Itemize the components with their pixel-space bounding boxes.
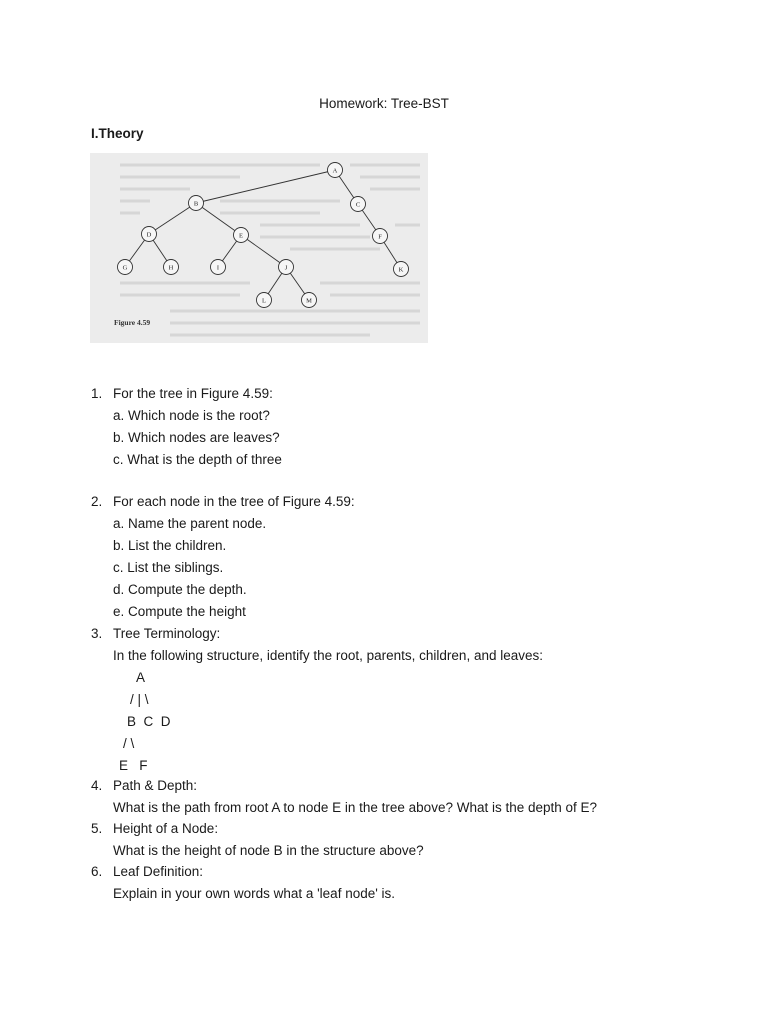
question-1 <box>91 383 282 471</box>
question-subitem: a. Name the parent node. <box>113 516 267 531</box>
tree-node-label: K <box>398 266 404 274</box>
tree-node-label: A <box>332 167 338 175</box>
figure-4-59 <box>90 153 428 343</box>
question-text: What is the path from root A to node E in the tree above? What is the depth of E? <box>113 800 598 815</box>
question-text: Height of a Node: <box>113 821 219 836</box>
question-text: What is the height of node B in the structure above? <box>113 843 424 858</box>
question-text: For the tree in Figure 4.59: <box>113 386 273 401</box>
tree-node-label: M <box>306 297 312 305</box>
question-number: 6. <box>91 864 103 879</box>
ascii-tree-line: / \ <box>123 736 135 751</box>
ascii-tree-line: / | \ <box>130 692 149 707</box>
tree-node-label: C <box>355 201 361 209</box>
question-text: Explain in your own words what a 'leaf node' is. <box>113 886 396 901</box>
question-subitem: a. Which node is the root? <box>113 408 270 423</box>
question-subitem: b. List the children. <box>113 538 227 553</box>
section-heading: I.Theory <box>91 126 144 141</box>
question-3 <box>91 623 543 667</box>
tree-node-label: I <box>216 264 220 272</box>
tree-node-label: F <box>378 233 382 241</box>
question-6 <box>91 861 395 905</box>
question-number: 3. <box>91 626 103 641</box>
tree-nodes <box>118 163 409 308</box>
question-text: Path & Depth: <box>113 778 198 793</box>
question-subitem: e. Compute the height <box>113 604 246 619</box>
figure-caption: Figure 4.59 <box>114 318 151 327</box>
question-text: Tree Terminology: <box>113 626 221 641</box>
question-number: 2. <box>91 494 103 509</box>
question-text: For each node in the tree of Figure 4.59: <box>113 494 355 509</box>
question-text: Leaf Definition: <box>113 864 204 879</box>
question-subitem: c. List the siblings. <box>113 560 224 575</box>
background-text-lines <box>120 165 420 335</box>
question-subitem: d. Compute the depth. <box>113 582 247 597</box>
tree-node-label: G <box>122 264 128 272</box>
question-2 <box>91 491 355 623</box>
ascii-tree-line: A <box>136 670 146 685</box>
tree-node-label: B <box>193 200 199 208</box>
document-title: Homework: Tree-BST <box>319 96 449 111</box>
tree-node-label: L <box>262 297 266 305</box>
question-number: 4. <box>91 778 103 793</box>
tree-figure-svg <box>90 153 428 343</box>
question-4 <box>91 775 597 819</box>
question-subitem: b. Which nodes are leaves? <box>113 430 280 445</box>
tree-node-label: J <box>284 264 288 272</box>
tree-node-label: H <box>168 264 174 272</box>
question-number: 1. <box>91 386 103 401</box>
ascii-tree-line: B C D <box>127 714 171 729</box>
ascii-tree-line: E F <box>119 758 148 773</box>
question-text: In the following structure, identify the root, parents, children, and leaves: <box>113 648 543 663</box>
question-subitem: c. What is the depth of three <box>113 452 282 467</box>
tree-node-label: E <box>239 232 243 240</box>
tree-node-label: D <box>146 231 152 239</box>
question-5 <box>91 818 424 862</box>
question-number: 5. <box>91 821 103 836</box>
